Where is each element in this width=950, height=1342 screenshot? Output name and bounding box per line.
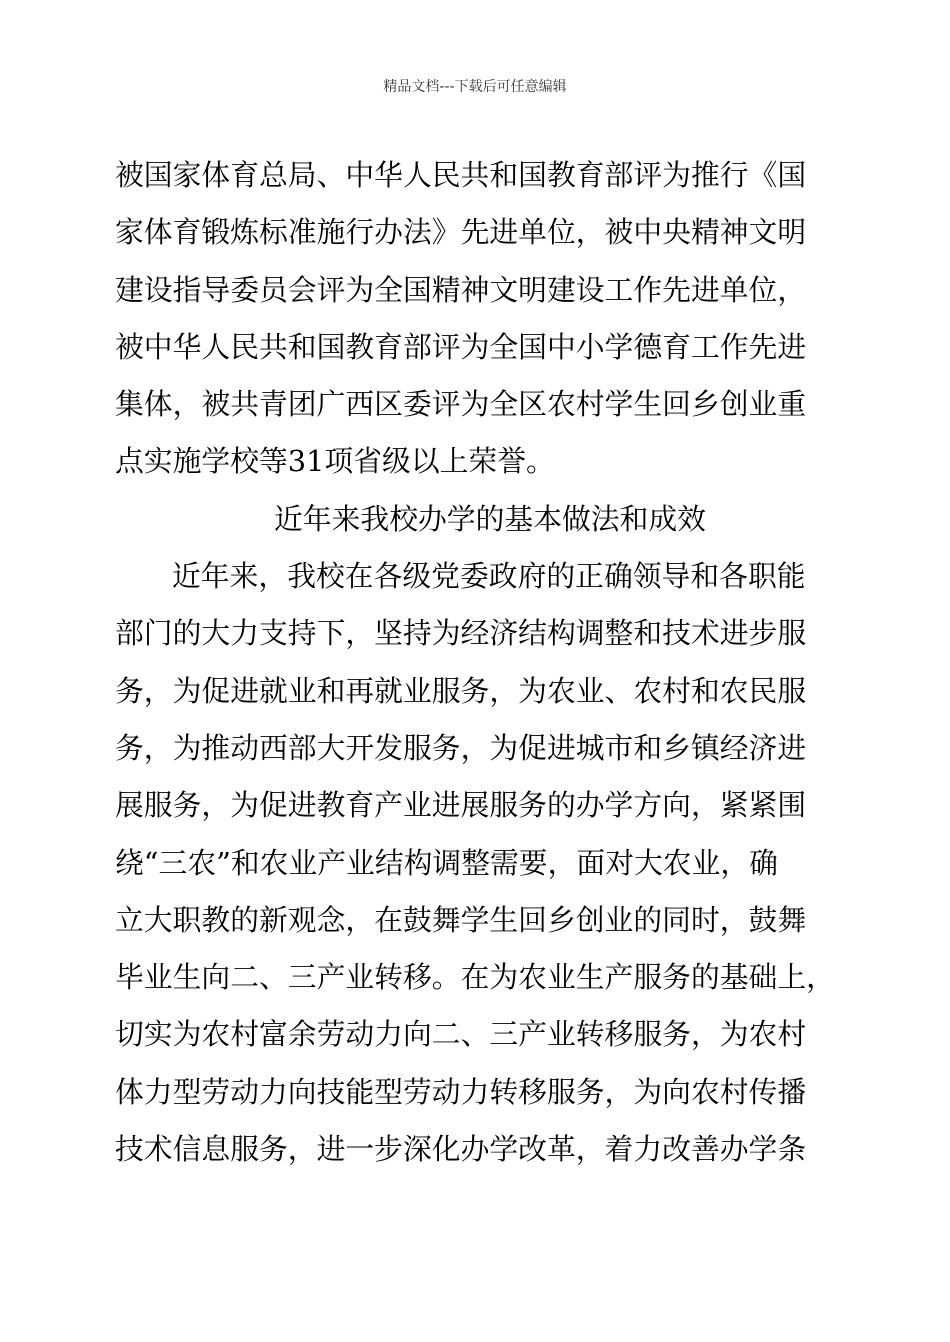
text-line: 切实为农村富余劳动力向二、三产业转移服务，为农村	[115, 1017, 807, 1052]
page-header: 精品文档---下载后可任意编辑	[383, 79, 567, 95]
text-line: 近年来，我校在各级党委政府的正确领导和各职能	[172, 559, 806, 594]
text-line: 体力型劳动力向技能型劳动力转移服务，为向农村传播	[115, 1074, 807, 1109]
text-line: 点实施学校等31项省级以上荣誉。	[115, 444, 555, 479]
text-line: 务，为促进就业和再就业服务，为农业、农村和农民服	[115, 673, 807, 708]
text-line: 立大职教的新观念，在鼓舞学生回乡创业的同时，鼓舞	[115, 902, 807, 937]
text-line: 集体，被共青团广西区委评为全区农村学生回乡创业重	[115, 387, 807, 422]
text-line: 被中华人民共和国教育部评为全国中小学德育工作先进	[115, 329, 807, 364]
text-line: 技术信息服务，进一步深化办学改革，着力改善办学条	[115, 1132, 807, 1167]
text-line: 毕业生向二、三产业转移。在为农业生产服务的基础上，	[115, 960, 835, 995]
text-line: 被国家体育总局、中华人民共和国教育部评为推行《国	[115, 158, 807, 192]
text-line: 展服务，为促进教育产业进展服务的办学方向，紧紧围	[115, 788, 807, 823]
text-line: 部门的大力支持下，坚持为经济结构调整和技术进步服	[115, 616, 807, 651]
section-heading: 近年来我校办学的基本做法和成效	[274, 501, 706, 536]
text-line: 绕“三农”和农业产业结构调整需要，面对大农业，确	[115, 845, 778, 880]
document-body	[115, 147, 845, 1178]
text-line: 务，为推动西部大开发服务，为促进城市和乡镇经济进	[115, 730, 807, 765]
text-line: 建设指导委员会评为全国精神文明建设工作先进单位，	[115, 272, 807, 307]
text-line: 家体育锻炼标准施行办法》先进单位，被中央精神文明	[115, 215, 807, 250]
